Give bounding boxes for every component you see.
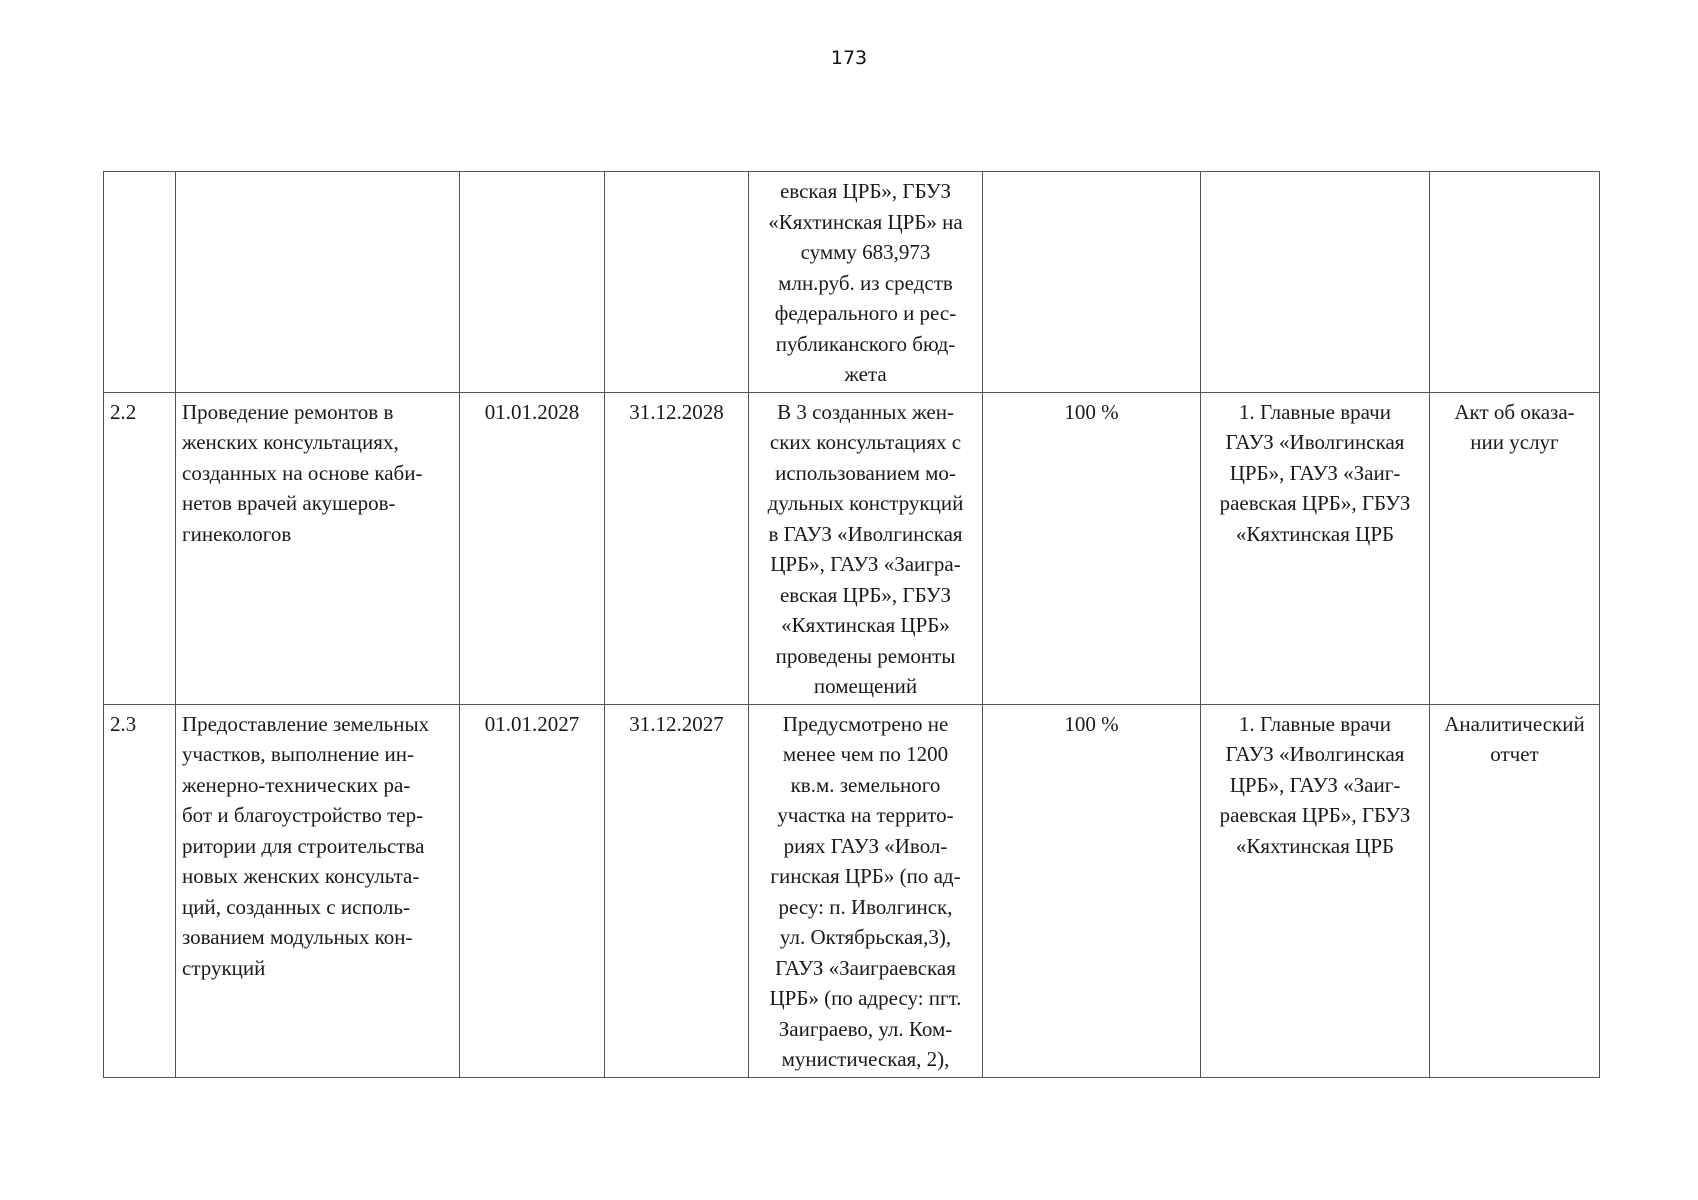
cell-text-line: Проведение ремонтов в	[182, 399, 394, 424]
cell-text-line: нетов врачей акушеров-	[182, 491, 396, 515]
cell-text-line: В 3 созданных жен-	[777, 399, 954, 424]
end-date-cell: 31.12.2027	[605, 704, 749, 1077]
start-date-cell: 01.01.2027	[460, 704, 605, 1077]
cell-text-line: Предусмотрено не	[782, 711, 949, 736]
cell-text-line: Акт об оказа-	[1454, 399, 1575, 424]
document-cell	[1430, 704, 1600, 1077]
cell-text-line: 1. Главные врачи	[1239, 711, 1391, 736]
cell-text-line: созданных на основе каби-	[182, 460, 423, 485]
responsible-cell	[1201, 172, 1430, 393]
cell-text-line: евская ЦРБ», ГБУЗ	[779, 582, 952, 607]
cell-text-line: риях ГАУЗ «Ивол-	[783, 833, 948, 858]
row-number-cell: 2.3	[104, 704, 176, 1077]
cell-text-line: евская ЦРБ», ГБУЗ	[779, 179, 952, 203]
cell-text-line: Аналитический	[1444, 711, 1585, 736]
cell-text-line: «Кяхтинская ЦРБ» на	[768, 209, 963, 234]
cell-text-line: нии услуг	[1470, 430, 1559, 454]
cell-text-line: ул. Октябрьская,3),	[779, 925, 952, 949]
value-cell	[983, 172, 1201, 393]
cell-text-line: ских консультациях с	[769, 430, 962, 454]
cell-text-line: сумму 683,973	[800, 240, 931, 264]
cell-text-line: участка на террито-	[777, 803, 954, 827]
cell-text-line: ресу: п. Иволгинск,	[778, 894, 953, 919]
cell-text-line: «Кяхтинская ЦРБ	[1235, 521, 1395, 546]
cell-text-line: кв.м. земельного	[790, 772, 941, 797]
cell-text-line: ций, созданных с исполь-	[182, 894, 410, 919]
result-cell	[749, 172, 983, 393]
cell-text-line: ритории для строительства	[182, 833, 425, 858]
row-number-cell: 2.2	[104, 392, 176, 704]
cell-text-line: «Кяхтинская ЦРБ»	[781, 613, 950, 637]
cell-text-line: публиканского бюд-	[775, 331, 956, 356]
cell-text-line: менее чем по 1200	[782, 742, 949, 766]
cell-text-line: в ГАУЗ «Иволгинская	[768, 521, 963, 546]
activity-name-cell	[176, 172, 460, 393]
page-number: 173	[830, 47, 868, 69]
start-date-cell	[460, 172, 605, 393]
value-cell: 100 %	[983, 704, 1201, 1077]
cell-text-line: ЦРБ», ГАУЗ «Заиг-	[1229, 460, 1401, 485]
row-number-cell	[104, 172, 176, 393]
cell-text-line: зованием модульных кон-	[182, 925, 413, 949]
cell-text-line: 1. Главные врачи	[1239, 399, 1391, 424]
value-cell: 100 %	[983, 392, 1201, 704]
table-row	[104, 704, 1600, 1077]
cell-text-line: помещений	[813, 674, 918, 698]
cell-text-line: женерно-технических ра-	[182, 772, 411, 797]
activity-name-cell	[176, 392, 460, 704]
cell-text-line: новых женских консульта-	[182, 864, 420, 888]
cell-text-line: ЦРБ» (по адресу: пгт.	[769, 986, 962, 1010]
document-cell	[1430, 392, 1600, 704]
end-date-cell: 31.12.2028	[605, 392, 749, 704]
result-cell	[749, 392, 983, 704]
table-row	[104, 392, 1600, 704]
result-cell	[749, 704, 983, 1077]
cell-text-line: ЦРБ», ГАУЗ «Заигра-	[770, 552, 961, 576]
cell-text-line: жета	[844, 362, 887, 386]
cell-text-line: Предоставление земельных	[182, 711, 430, 736]
cell-text-line: мунистическая, 2),	[781, 1047, 950, 1071]
cell-text-line: дульных конструкций	[767, 491, 964, 515]
responsible-cell	[1201, 392, 1430, 704]
cell-text-line: раевская ЦРБ», ГБУЗ	[1219, 803, 1411, 827]
cell-text-line: млн.руб. из средств	[778, 270, 953, 295]
cell-text-line: ЦРБ», ГАУЗ «Заиг-	[1229, 772, 1401, 797]
plan-table	[103, 171, 1600, 1078]
document-cell	[1430, 172, 1600, 393]
cell-text-line: ГАУЗ «Иволгинская	[1225, 430, 1405, 454]
cell-text-line: гинская ЦРБ» (по ад-	[770, 864, 961, 888]
cell-text-line: федерального и рес-	[774, 301, 957, 325]
cell-text-line: ГАУЗ «Заиграевская	[775, 955, 956, 980]
cell-text-line: раевская ЦРБ», ГБУЗ	[1219, 491, 1411, 515]
cell-text-line: использованием мо-	[775, 460, 956, 485]
activity-name-cell	[176, 704, 460, 1077]
cell-text-line: «Кяхтинская ЦРБ	[1235, 833, 1395, 858]
responsible-cell	[1201, 704, 1430, 1077]
cell-text-line: участков, выполнение ин-	[182, 742, 414, 766]
cell-text-line: гинекологов	[182, 521, 292, 546]
cell-text-line: бот и благоустройство тер-	[182, 803, 424, 827]
cell-text-line: отчет	[1490, 742, 1539, 766]
start-date-cell: 01.01.2028	[460, 392, 605, 704]
cell-text-line: Заиграево, ул. Ком-	[778, 1016, 953, 1041]
cell-text-line: проведены ремонты	[775, 643, 956, 668]
cell-text-line: струкций	[182, 955, 266, 980]
cell-text-line: ГАУЗ «Иволгинская	[1225, 742, 1405, 766]
end-date-cell	[605, 172, 749, 393]
table-row	[104, 172, 1600, 393]
cell-text-line: женских консультациях,	[182, 430, 399, 454]
